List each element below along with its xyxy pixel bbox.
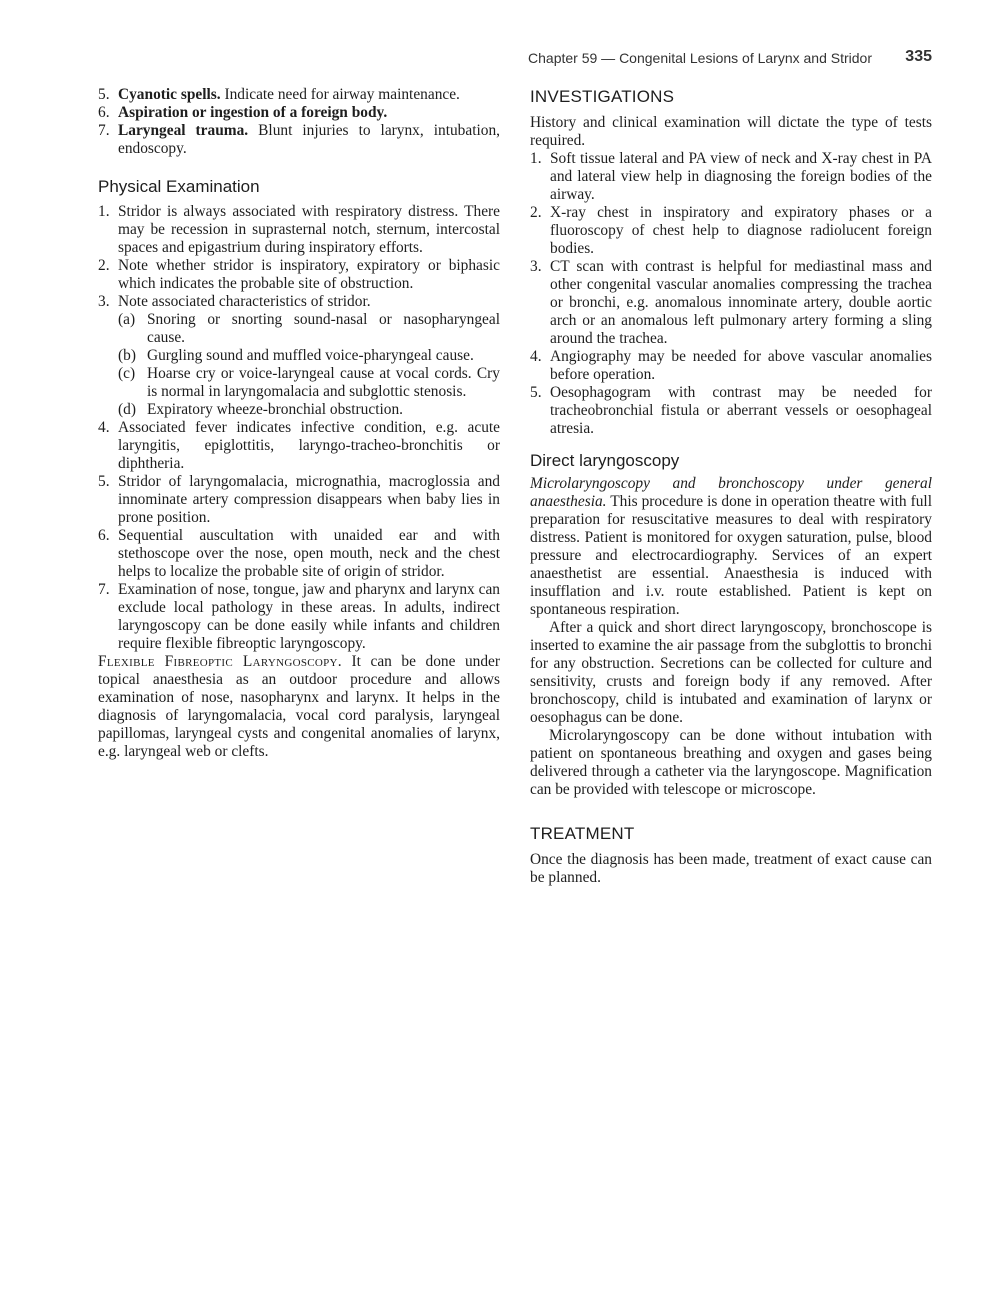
item-text: Associated fever indicates infective condition, e.g. acute laryngitis, epiglottitis, laryngo-tracheo-bronchitis or diphtheria. (118, 419, 500, 472)
item-text: Oesophagogram with contrast may be needed for tracheobronchial fistula or aberrant vessels or oesophageal atresia. (550, 384, 932, 437)
item-text: Stridor is always associated with respiratory distress. There may be recession in suprasternal notch, sternum, intercostal spaces and epigastrium during inspiratory efforts. (118, 203, 500, 256)
stridor-characteristics-list (118, 311, 500, 419)
sub-list-item (118, 365, 500, 401)
item-number: 7. (98, 581, 110, 598)
sub-item-text: Hoarse cry or voice-laryngeal cause at vocal cords. Cry is normal in laryngomalacia and subglottic stenosis. (147, 365, 500, 400)
list-item (98, 419, 500, 473)
sub-item-text: Gurgling sound and muffled voice-pharyngeal cause. (147, 347, 474, 364)
list-item (98, 86, 500, 104)
item-number: 5. (98, 86, 110, 103)
item-number: 3. (530, 258, 542, 275)
list-item (98, 104, 500, 122)
sub-list-item (118, 347, 500, 365)
left-column (98, 86, 500, 761)
item-text: Blunt injuries to larynx, intubation, endoscopy. (118, 122, 500, 157)
list-item (530, 204, 932, 258)
flexible-laryngoscopy-label: Flexible Fibreoptic Laryngoscopy. (98, 653, 342, 670)
item-text: X-ray chest in inspiratory and expiratory phases or a fluoroscopy of chest help to diagnose radiolucent foreign bodies. (550, 204, 932, 257)
item-number: 1. (530, 150, 542, 167)
direct-laryngoscopy-paragraph-1 (530, 475, 932, 619)
item-number: 2. (98, 257, 110, 274)
list-item (98, 293, 500, 419)
item-bold: Laryngeal trauma. (118, 122, 249, 139)
list-item (530, 348, 932, 384)
list-item (98, 473, 500, 527)
sub-item-number: (d) (118, 401, 136, 418)
item-text: Sequential auscultation with unaided ear and with stethoscope over the nose, open mouth, neck and the chest helps to localize the probable site of origin of stridor. (118, 527, 500, 580)
item-text: Stridor of laryngomalacia, micrognathia, macroglossia and innominate artery compression disappears when baby lies in prone position. (118, 473, 500, 526)
item-text: Angiography may be needed for above vascular anomalies before operation. (550, 348, 932, 383)
item-text: Soft tissue lateral and PA view of neck and X-ray chest in PA and lateral view help in diagnosing the foreign bodies of the airway. (550, 150, 932, 203)
intro-list (98, 86, 500, 158)
list-item (530, 258, 932, 348)
sub-item-number: (c) (118, 365, 136, 382)
item-bold: Cyanotic spells. (118, 86, 221, 103)
list-item (98, 122, 500, 158)
item-number: 3. (98, 293, 110, 310)
direct-laryngoscopy-paragraph-2: After a quick and short direct laryngoscopy, bronchoscope is inserted to examine the air passage from the subglottis to bronchi for any obstruction. Secretions can be collected for culture and sensitivity, crusts and foreign body if any removed. After bronchoscopy, child is intubated and examination of larynx or oesophagus can be done. (530, 619, 932, 726)
list-item (530, 150, 932, 204)
list-item (98, 257, 500, 293)
treatment-text: Once the diagnosis has been made, treatment of exact cause can be planned. (530, 851, 932, 886)
item-text: Note whether stridor is inspiratory, expiratory or biphasic which indicates the probable site of obstruction. (118, 257, 500, 292)
sub-item-text: Expiratory wheeze-bronchial obstruction. (147, 401, 403, 418)
item-bold: Aspiration or ingestion of a foreign body. (118, 104, 388, 121)
list-item (530, 384, 932, 438)
list-item (98, 527, 500, 581)
list-item (98, 203, 500, 257)
sub-item-number: (b) (118, 347, 136, 364)
investigations-intro: History and clinical examination will dictate the type of tests required. (530, 114, 932, 149)
right-column (530, 86, 932, 887)
treatment-heading: TREATMENT (530, 824, 635, 843)
flexible-laryngoscopy-paragraph (98, 653, 500, 761)
direct-laryngoscopy-paragraph-3: Microlaryngoscopy can be done without intubation with patient on spontaneous breathing and oxygen and gases being delivered through a catheter via the laryngoscope. Magnification can be provided with telescope or microscope. (530, 727, 932, 798)
item-number: 4. (530, 348, 542, 365)
sub-item-number: (a) (118, 311, 136, 328)
sub-item-text: Snoring or snorting sound-nasal or nasopharyngeal cause. (147, 311, 500, 346)
direct-laryngoscopy-heading: Direct laryngoscopy (530, 451, 680, 470)
item-text: Note associated characteristics of stridor. (118, 293, 371, 310)
item-number: 2. (530, 204, 542, 221)
physical-examination-heading: Physical Examination (98, 177, 260, 196)
item-number: 5. (98, 473, 110, 490)
list-item (98, 581, 500, 653)
item-number: 6. (98, 104, 110, 121)
item-text: CT scan with contrast is helpful for mediastinal mass and other congenital vascular anomalies compressing the trachea or bronchi, e.g. anomalous innominate artery, double aortic arch or an anomalous left pulmonary artery forming a sling around the trachea. (550, 258, 932, 347)
investigations-heading: INVESTIGATIONS (530, 87, 675, 106)
sub-list-item (118, 311, 500, 347)
item-text: Examination of nose, tongue, jaw and pharynx and larynx can exclude local pathology in these areas. In adults, indirect laryngoscopy can be done easily while infants and children require flexible fibreoptic laryngoscopy. (118, 581, 500, 652)
item-text: Indicate need for airway maintenance. (220, 86, 460, 103)
item-number: 7. (98, 122, 110, 139)
page-header (98, 48, 932, 68)
item-number: 6. (98, 527, 110, 544)
page-number: 335 (905, 48, 932, 65)
item-number: 1. (98, 203, 110, 220)
investigations-list (530, 150, 932, 438)
sub-list-item (118, 401, 500, 419)
chapter-title: Chapter 59 — Congenital Lesions of Larynx and Stridor (528, 50, 872, 66)
item-number: 5. (530, 384, 542, 401)
direct-laryngoscopy-italic: Microlaryngoscopy and bronchoscopy under general anaesthesia. (530, 475, 932, 510)
flexible-laryngoscopy-text: It can be done under topical anaesthesia as an outdoor procedure and allows examination of nose, nasopharynx and larynx. It helps in the diagnosis of laryngomalacia, vocal cord paralysis, laryngeal papillomas, laryngeal cysts and congenital anomalies of larynx, e.g. laryngeal web or clefts. (98, 653, 501, 760)
direct-laryngoscopy-text: This procedure is done in operation theatre with full preparation for resuscitative measures to deal with respiratory distress. Patient is monitored for oxygen saturation, pulse, blood pressure and electrocardiography. Services of an expert anaesthetist are essential. Anaesthesia is induced with insufflation and i.v. route established. Patient is kept on spontaneous respiration. (530, 493, 932, 618)
physical-examination-list (98, 203, 500, 653)
item-number: 4. (98, 419, 110, 436)
